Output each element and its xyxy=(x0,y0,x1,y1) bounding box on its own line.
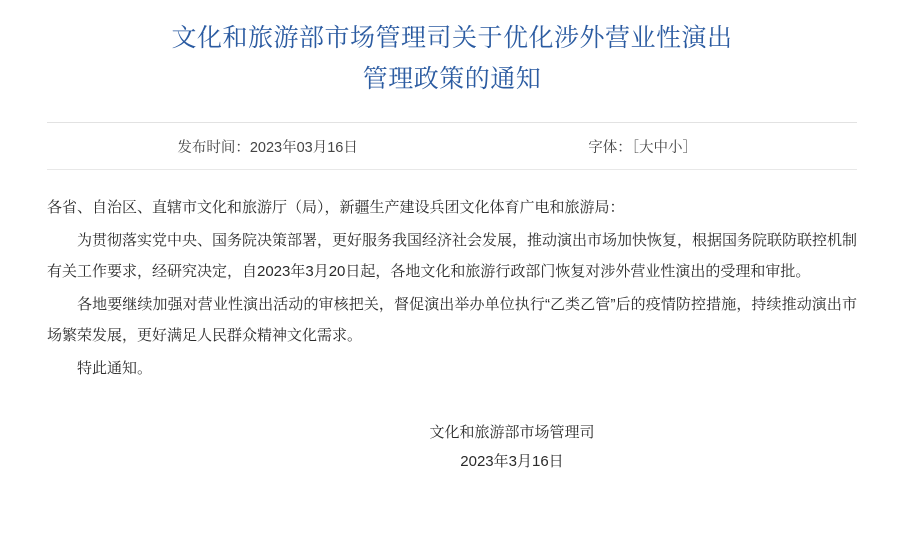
font-size-large-link[interactable]: 大 xyxy=(638,139,654,156)
page-title xyxy=(90,18,814,100)
font-size-small-link[interactable]: 小 xyxy=(667,139,683,156)
signature-block xyxy=(47,386,857,476)
page-title-line-2: 管理政策的通知 xyxy=(362,65,542,93)
body-paragraph-3: 特此通知。 xyxy=(77,360,153,377)
signature-organization: 文化和旅游部市场管理司 xyxy=(429,424,595,441)
publish-time xyxy=(47,136,468,157)
publish-time-label: 发布时间： xyxy=(177,139,250,156)
font-size-control xyxy=(468,136,857,157)
document-body xyxy=(47,170,857,384)
font-size-label: 字体： xyxy=(588,139,632,156)
signature-date: 2023年3月16日 xyxy=(460,453,564,470)
meta-row xyxy=(47,123,857,169)
body-paragraph-1: 为贯彻落实党中央、国务院决策部署，更好服务我国经济社会发展，推动演出市场加快恢复，根据国务院联防联控机制有关工作要求，经研究决定，自2023年3月20日起，各地文化和旅游行政部门恢复对涉外营业性演出的受理和审批。 xyxy=(47,232,858,280)
signature-inner xyxy=(429,418,594,476)
title-block xyxy=(0,0,904,100)
page-title-line-1: 文化和旅游部市场管理司关于优化涉外营业性演出 xyxy=(171,24,733,52)
publish-time-value: 2023年03月16日 xyxy=(249,139,358,156)
body-paragraph-addressee: 各省、自治区、直辖市文化和旅游厅（局），新疆生产建设兵团文化体育广电和旅游局： xyxy=(47,199,625,216)
body-paragraph-2: 各地要继续加强对营业性演出活动的审核把关，督促演出举办单位执行“乙类乙管”后的疫情防控措施，持续推动演出市场繁荣发展，更好满足人民群众精神文化需求。 xyxy=(47,296,857,344)
font-size-medium-link[interactable]: 中 xyxy=(653,139,668,156)
bracket-open: ［ xyxy=(631,139,639,156)
bracket-close: ］ xyxy=(682,139,697,156)
